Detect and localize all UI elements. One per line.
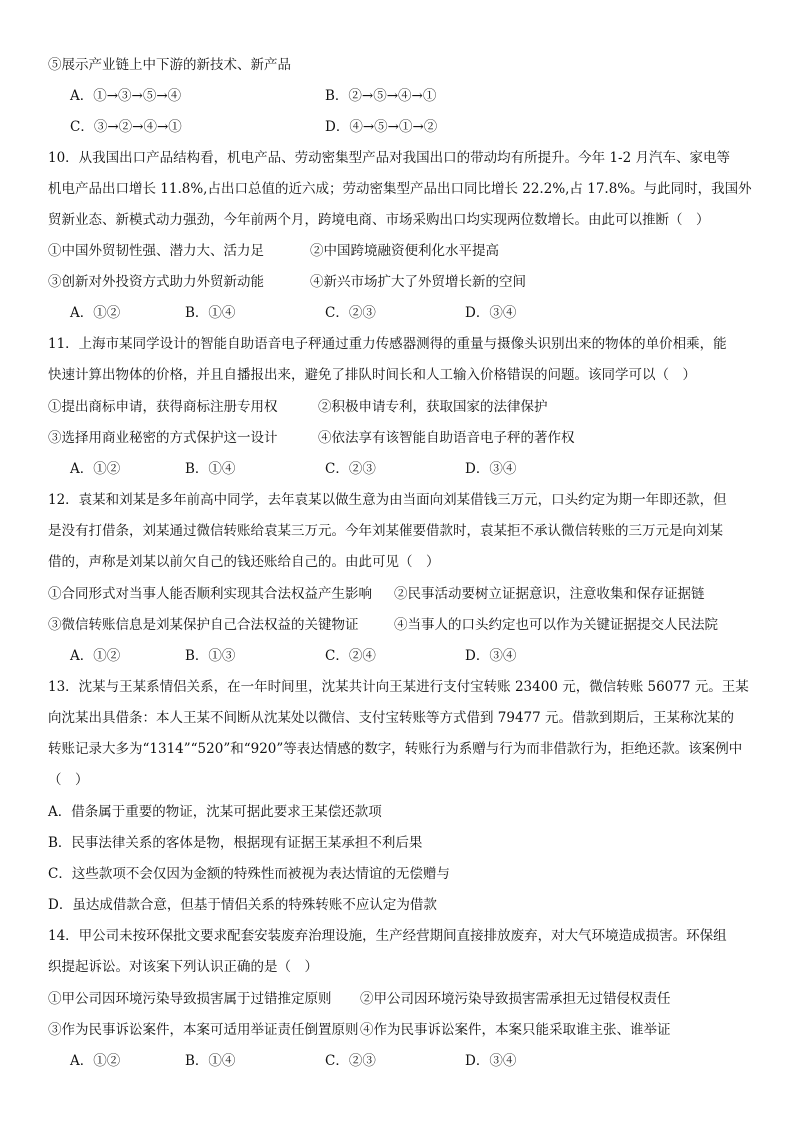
q9-option-d: D．④→⑤→①→② bbox=[325, 119, 438, 135]
q12-option-b: B．①③ bbox=[185, 648, 236, 664]
q9-options-row-2 bbox=[70, 117, 710, 137]
q14-item-1: ①甲公司因环境污染导致损害属于过错推定原则 bbox=[48, 991, 332, 1007]
q11-items-row-2 bbox=[48, 428, 748, 448]
q10-option-d: D．③④ bbox=[465, 305, 517, 321]
q12-item-4: ④当事人的口头约定也可以作为关键证据提交人民法院 bbox=[394, 617, 718, 633]
q12-items-row-2 bbox=[48, 615, 748, 635]
q13-choice-a: A．借条属于重要的物证，沈某可据此要求王某偿还款项 bbox=[48, 804, 382, 820]
q13-stem-line-2: 向沈某出具借条：本人王某不间断从沈某处以微信、支付宝转账等方式借到 79477 元。借款到期后，王某称沈某的 bbox=[48, 710, 735, 726]
q14-stem-line-2: 织提起诉讼。对该案下列认识正确的是（ ） bbox=[48, 959, 318, 975]
q10-option-c: C．②③ bbox=[325, 305, 376, 321]
q9-option-a: A．①→③→⑤→④ bbox=[70, 88, 182, 104]
q11-option-d: D．③④ bbox=[465, 461, 517, 477]
q13-stem-line-1: 13．沈某与王某系情侣关系，在一年时间里，沈某共计向王某进行支付宝转账 23400 元，微信转账 56077 元。王某 bbox=[48, 679, 749, 695]
q12-option-d: D．③④ bbox=[465, 648, 517, 664]
q10-option-a: A．①② bbox=[70, 305, 121, 321]
q10-items-row-1 bbox=[48, 241, 748, 261]
q14-option-d: D．③④ bbox=[465, 1053, 517, 1069]
q12-option-a: A．①② bbox=[70, 648, 121, 664]
q11-option-a: A．①② bbox=[70, 461, 121, 477]
q12-stem-line-2: 是没有打借条，刘某通过微信转账给袁某三万元。今年刘某催要借款时，袁某拒不承认微信转账的三万元是向刘某 bbox=[48, 523, 723, 539]
q11-option-c: C．②③ bbox=[325, 461, 376, 477]
q12-item-3: ③微信转账信息是刘某保护自己合法权益的关键物证 bbox=[48, 617, 359, 633]
q12-item-1: ①合同形式对当事人能否顺利实现其合法权益产生影响 bbox=[48, 586, 372, 602]
q10-item-2: ②中国跨境融资便利化水平提高 bbox=[310, 243, 499, 259]
q13-stem-line-3: 转账记录大多为“1314”“520”和“920”等表达情感的数字，转账行为系赠与行为而非借款行为，拒绝还款。该案例中 bbox=[48, 741, 743, 757]
q12-stem-line-1: 12．袁某和刘某是多年前高中同学，去年袁某以做生意为由当面向刘某借钱三万元，口头约定为期一年即还款，但 bbox=[48, 492, 727, 508]
q11-options bbox=[70, 459, 710, 479]
q11-item-4: ④依法享有该智能自助语音电子秤的著作权 bbox=[318, 430, 575, 446]
q14-item-4: ④作为民事诉讼案件，本案只能采取谁主张、谁举证 bbox=[360, 1022, 671, 1038]
q10-option-b: B．①④ bbox=[185, 305, 236, 321]
q9-options-row-1 bbox=[70, 86, 710, 106]
q10-stem-line-3: 贸新业态、新模式动力强劲，今年前两个月，跨境电商、市场采购出口均实现两位数增长。由此可以推断（ ） bbox=[48, 212, 710, 228]
q13-choice-b: B．民事法律关系的客体是物，根据现有证据王某承担不利后果 bbox=[48, 835, 423, 851]
q14-option-c: C．②③ bbox=[325, 1053, 376, 1069]
q12-options bbox=[70, 646, 710, 666]
q11-stem-line-1: 11．上海市某同学设计的智能自助语音电子秤通过重力传感器测得的重量与摄像头识别出来的物体的单价相乘，能 bbox=[48, 336, 727, 352]
q14-stem-line-1: 14．甲公司未按环保批文要求配套安装废弃治理设施，生产经营期间直接排放废弃，对大气环境造成损害。环保组 bbox=[48, 928, 727, 944]
q10-item-4: ④新兴市场扩大了外贸增长新的空间 bbox=[310, 274, 526, 290]
q12-stem-line-3: 借的，声称是刘某以前欠自己的钱还账给自己的。由此可见（ ） bbox=[48, 554, 440, 570]
q10-item-3: ③创新对外投资方式助力外贸新动能 bbox=[48, 274, 264, 290]
q13-choice-c: C．这些款项不会仅因为金额的特殊性而被视为表达情谊的无偿赠与 bbox=[48, 866, 450, 882]
q9-option-b: B．②→⑤→④→① bbox=[325, 88, 437, 104]
q11-items-row-1 bbox=[48, 397, 748, 417]
q10-item-1: ①中国外贸韧性强、潜力大、活力足 bbox=[48, 243, 264, 259]
q10-options bbox=[70, 303, 710, 323]
q13-stem-line-4: （ ） bbox=[48, 772, 89, 788]
q11-stem-line-2: 快速计算出物体的价格，并且自播报出来，避免了排队时间长和人工输入价格错误的问题。该同学可以（ ） bbox=[48, 367, 696, 383]
q14-items-row-1 bbox=[48, 989, 748, 1009]
q14-item-2: ②甲公司因环境污染导致损害需承担无过错侵权责任 bbox=[360, 991, 671, 1007]
q14-options bbox=[70, 1051, 710, 1071]
q14-option-b: B．①④ bbox=[185, 1053, 236, 1069]
q12-item-2: ②民事活动要树立证据意识，注意收集和保存证据链 bbox=[394, 586, 705, 602]
q11-item-3: ③选择用商业秘密的方式保护这一设计 bbox=[48, 430, 278, 446]
q10-stem-line-2: 机电产品出口增长 11.8%,占出口总值的近六成；劳动密集型产品出口同比增长 22.2%,占 17.8%。与此同时，我国外 bbox=[48, 181, 752, 197]
q14-items-row-2 bbox=[48, 1020, 748, 1040]
q11-option-b: B．①④ bbox=[185, 461, 236, 477]
q14-option-a: A．①② bbox=[70, 1053, 121, 1069]
q11-item-2: ②积极申请专利，获取国家的法律保护 bbox=[318, 399, 548, 415]
q14-item-3: ③作为民事诉讼案件，本案可适用举证责任倒置原则 bbox=[48, 1022, 359, 1038]
q13-choice-d: D．虽达成借款合意，但基于情侣关系的特殊转账不应认定为借款 bbox=[48, 897, 437, 913]
q12-items-row-1 bbox=[48, 584, 748, 604]
q9-item-5: ⑤展示产业链上中下游的新技术、新产品 bbox=[48, 57, 291, 73]
q12-option-c: C．②④ bbox=[325, 648, 376, 664]
q11-item-1: ①提出商标申请，获得商标注册专用权 bbox=[48, 399, 278, 415]
q10-stem-line-1: 10．从我国出口产品结构看，机电产品、劳动密集型产品对我国出口的带动均有所提升。今年 1-2 月汽车、家电等 bbox=[48, 150, 730, 166]
q10-items-row-2 bbox=[48, 272, 748, 292]
q9-option-c: C．③→②→④→① bbox=[70, 119, 182, 135]
